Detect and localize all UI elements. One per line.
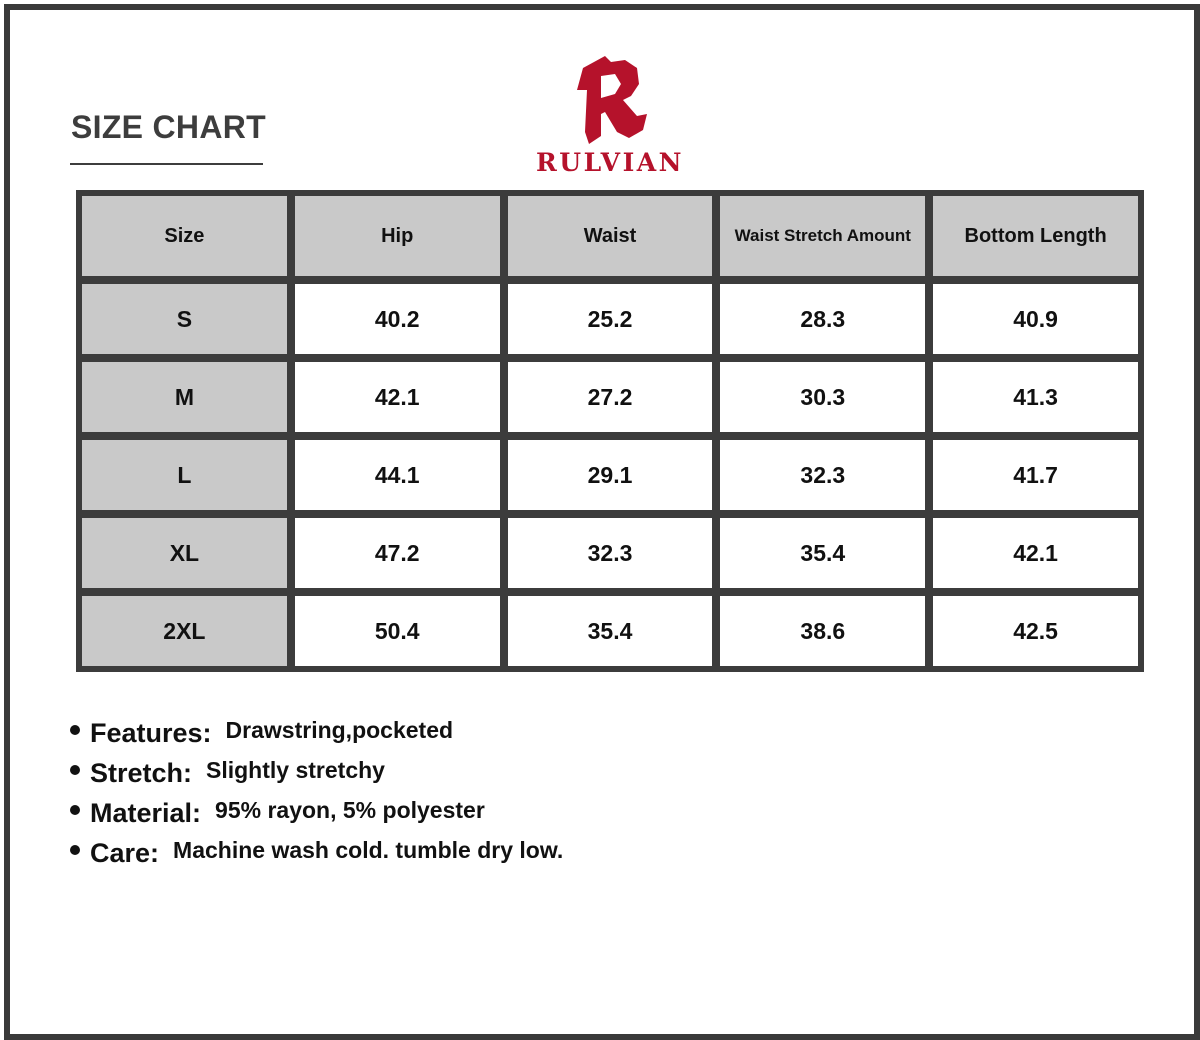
page-title: SIZE CHART: [71, 109, 266, 145]
brand-name: RULVIAN: [535, 148, 685, 177]
detail-label: Care:: [90, 837, 160, 868]
detail-value: Drawstring,pocketed: [225, 716, 454, 743]
table-row: [78, 358, 1142, 436]
list-item: [70, 713, 563, 753]
waist-cell: 29.1: [504, 436, 717, 514]
table-row: [78, 514, 1142, 592]
hip-cell: 40.2: [291, 280, 504, 358]
bullet-icon: [70, 805, 80, 815]
list-item: [70, 833, 563, 873]
hip-cell: 42.1: [291, 358, 504, 436]
size-cell: XL: [78, 514, 291, 592]
waist-stretch-cell: 32.3: [716, 436, 929, 514]
bottom-length-cell: 41.7: [929, 436, 1142, 514]
bullet-icon: [70, 765, 80, 775]
waist-stretch-cell: 38.6: [716, 592, 929, 670]
bottom-length-cell: 42.1: [929, 514, 1142, 592]
bottom-length-cell: 41.3: [929, 358, 1142, 436]
column-header-waist: Waist: [504, 192, 717, 280]
bullet-icon: [70, 725, 80, 735]
detail-label: Stretch:: [90, 757, 193, 788]
waist-stretch-cell: 35.4: [716, 514, 929, 592]
column-header-hip: Hip: [291, 192, 504, 280]
table-row: [78, 592, 1142, 670]
table-header-row: [78, 192, 1142, 280]
rulvian-r-logo-icon: [571, 54, 651, 146]
detail-label: Material:: [90, 797, 202, 828]
detail-value: Slightly stretchy: [206, 756, 385, 783]
title-underline: [70, 163, 263, 165]
column-header-waist-stretch: Waist Stretch Amount: [716, 192, 929, 280]
waist-cell: 35.4: [504, 592, 717, 670]
waist-cell: 32.3: [504, 514, 717, 592]
hip-cell: 44.1: [291, 436, 504, 514]
brand-logo: [525, 50, 695, 180]
waist-stretch-cell: 30.3: [716, 358, 929, 436]
list-item: [70, 753, 563, 793]
column-header-bottom-length: Bottom Length: [929, 192, 1142, 280]
bullet-icon: [70, 845, 80, 855]
detail-value: 95% rayon, 5% polyester: [215, 796, 485, 823]
table-row: [78, 280, 1142, 358]
list-item: [70, 793, 563, 833]
waist-cell: 25.2: [504, 280, 717, 358]
detail-label: Features:: [90, 717, 212, 748]
bottom-length-cell: 42.5: [929, 592, 1142, 670]
bottom-length-cell: 40.9: [929, 280, 1142, 358]
size-chart-table: [76, 190, 1144, 672]
waist-cell: 27.2: [504, 358, 717, 436]
detail-value: Machine wash cold. tumble dry low.: [173, 836, 564, 863]
hip-cell: 50.4: [291, 592, 504, 670]
column-header-size: Size: [78, 192, 291, 280]
product-details-list: [70, 713, 563, 873]
size-cell: M: [78, 358, 291, 436]
size-cell: L: [78, 436, 291, 514]
hip-cell: 47.2: [291, 514, 504, 592]
table-row: [78, 436, 1142, 514]
size-cell: 2XL: [78, 592, 291, 670]
size-cell: S: [78, 280, 291, 358]
page-frame: [4, 4, 1200, 1040]
waist-stretch-cell: 28.3: [716, 280, 929, 358]
